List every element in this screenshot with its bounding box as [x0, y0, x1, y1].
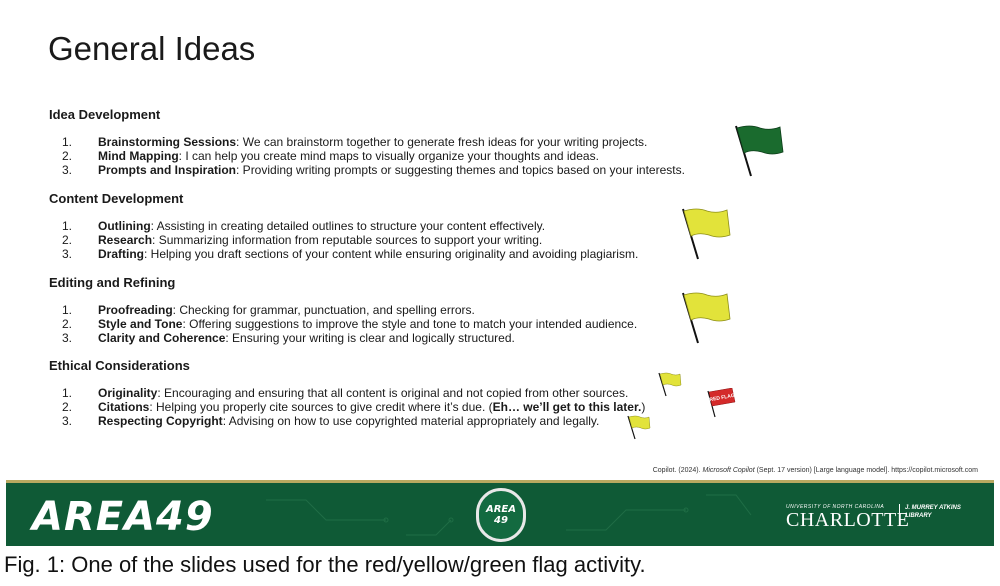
item-term: Mind Mapping — [98, 149, 179, 163]
list-item — [49, 400, 749, 414]
list-number: 1. — [62, 135, 73, 149]
numbered-list — [49, 303, 749, 345]
green-flag-icon — [730, 122, 786, 180]
section-editing-refining — [49, 275, 749, 345]
list-number: 2. — [62, 233, 73, 247]
library-line-2: LIBRARY — [905, 513, 932, 519]
item-desc: : Encouraging and ensuring that all content is original and not copied from other sources. — [157, 386, 629, 400]
item-desc: : I can help you create mind maps to visually organize your thoughts and ideas. — [178, 149, 599, 163]
numbered-list — [49, 219, 749, 261]
section-heading: Editing and Refining — [49, 275, 176, 290]
list-item — [49, 219, 749, 233]
list-number: 2. — [62, 400, 73, 414]
item-term: Drafting — [98, 247, 144, 261]
list-number: 3. — [62, 331, 73, 345]
numbered-list — [49, 135, 749, 177]
section-content-development — [49, 191, 749, 261]
item-term: Style and Tone — [98, 317, 183, 331]
citation-prefix: Copilot. (2024). — [652, 467, 703, 474]
slide-title: General Ideas — [48, 30, 256, 67]
item-tail: ) — [641, 400, 646, 414]
yellow-flag-icon — [657, 371, 683, 397]
item-desc: : Providing writing prompts or suggesting themes and topics based on your interests. — [236, 163, 685, 177]
section-heading: Idea Development — [49, 107, 161, 122]
red-flag-label: RED FLAG — [709, 392, 736, 404]
area49-logo: AREA49 — [32, 494, 214, 540]
badge-bottom-text: 49 — [494, 515, 508, 526]
list-number: 1. — [62, 303, 73, 317]
item-desc: : Assisting in creating detailed outlines to structure your content effectively. — [150, 219, 546, 233]
list-number: 3. — [62, 163, 73, 177]
citation-work: Microsoft Copilot — [702, 467, 755, 474]
list-item — [49, 317, 749, 331]
yellow-flag-icon — [677, 289, 733, 347]
item-term: Originality — [98, 386, 158, 400]
list-item — [49, 331, 749, 345]
university-small-text: UNIVERSITY OF NORTH CAROLINA — [786, 504, 885, 510]
yellow-flag-icon — [626, 414, 652, 440]
list-item — [49, 149, 749, 163]
list-item — [49, 233, 749, 247]
citation-suffix: (Sept. 17 version) [Large language model]. https://copilot.microsoft.com — [754, 467, 978, 474]
footer-bar — [6, 480, 994, 546]
section-heading: Content Development — [49, 191, 184, 206]
list-item — [49, 386, 749, 400]
item-term: Outlining — [98, 219, 151, 233]
item-desc: : Helping you properly cite sources to give credit where it’s due. ( — [149, 400, 493, 414]
item-desc: : We can brainstorm together to generate fresh ideas for your writing projects. — [236, 135, 648, 149]
item-term: Clarity and Coherence — [98, 331, 226, 345]
item-desc: : Advising on how to use copyrighted material appropriately and legally. — [222, 414, 600, 428]
section-heading: Ethical Considerations — [49, 358, 190, 373]
list-number: 3. — [62, 414, 73, 428]
list-item — [49, 247, 749, 261]
citation — [653, 467, 978, 474]
item-term: Brainstorming Sessions — [98, 135, 237, 149]
library-name — [899, 504, 961, 520]
item-desc: : Checking for grammar, punctuation, and spelling errors. — [172, 303, 475, 317]
list-number: 3. — [62, 247, 73, 261]
item-aside: Eh… we’ll get to this later. — [492, 400, 642, 414]
list-item — [49, 303, 749, 317]
item-term: Citations — [98, 400, 150, 414]
list-number: 2. — [62, 317, 73, 331]
university-logo — [786, 504, 909, 530]
item-desc: : Offering suggestions to improve the style and tone to match your intended audience. — [182, 317, 638, 331]
area49-badge — [476, 488, 526, 542]
list-number: 1. — [62, 386, 73, 400]
list-item — [49, 163, 749, 177]
section-idea-development — [49, 107, 749, 177]
item-term: Research — [98, 233, 153, 247]
item-term: Prompts and Inspiration — [98, 163, 237, 177]
item-desc: : Helping you draft sections of your content while ensuring originality and avoiding plagiarism. — [144, 247, 639, 261]
list-number: 1. — [62, 219, 73, 233]
item-desc: : Summarizing information from reputable sources to support your writing. — [152, 233, 543, 247]
item-desc: : Ensuring your writing is clear and logically structured. — [225, 331, 515, 345]
figure-caption: Fig. 1: One of the slides used for the red/yellow/green flag activity. — [4, 552, 646, 577]
item-term: Respecting Copyright — [98, 414, 223, 428]
item-term: Proofreading — [98, 303, 173, 317]
university-big-text: CHARLOTTE — [786, 509, 910, 531]
badge-top-text: AREA — [485, 504, 516, 515]
list-item — [49, 135, 749, 149]
list-number: 2. — [62, 149, 73, 163]
yellow-flag-icon — [677, 205, 733, 263]
red-flag-icon — [706, 388, 736, 418]
library-line-1: J. MURREY ATKINS — [905, 505, 961, 511]
